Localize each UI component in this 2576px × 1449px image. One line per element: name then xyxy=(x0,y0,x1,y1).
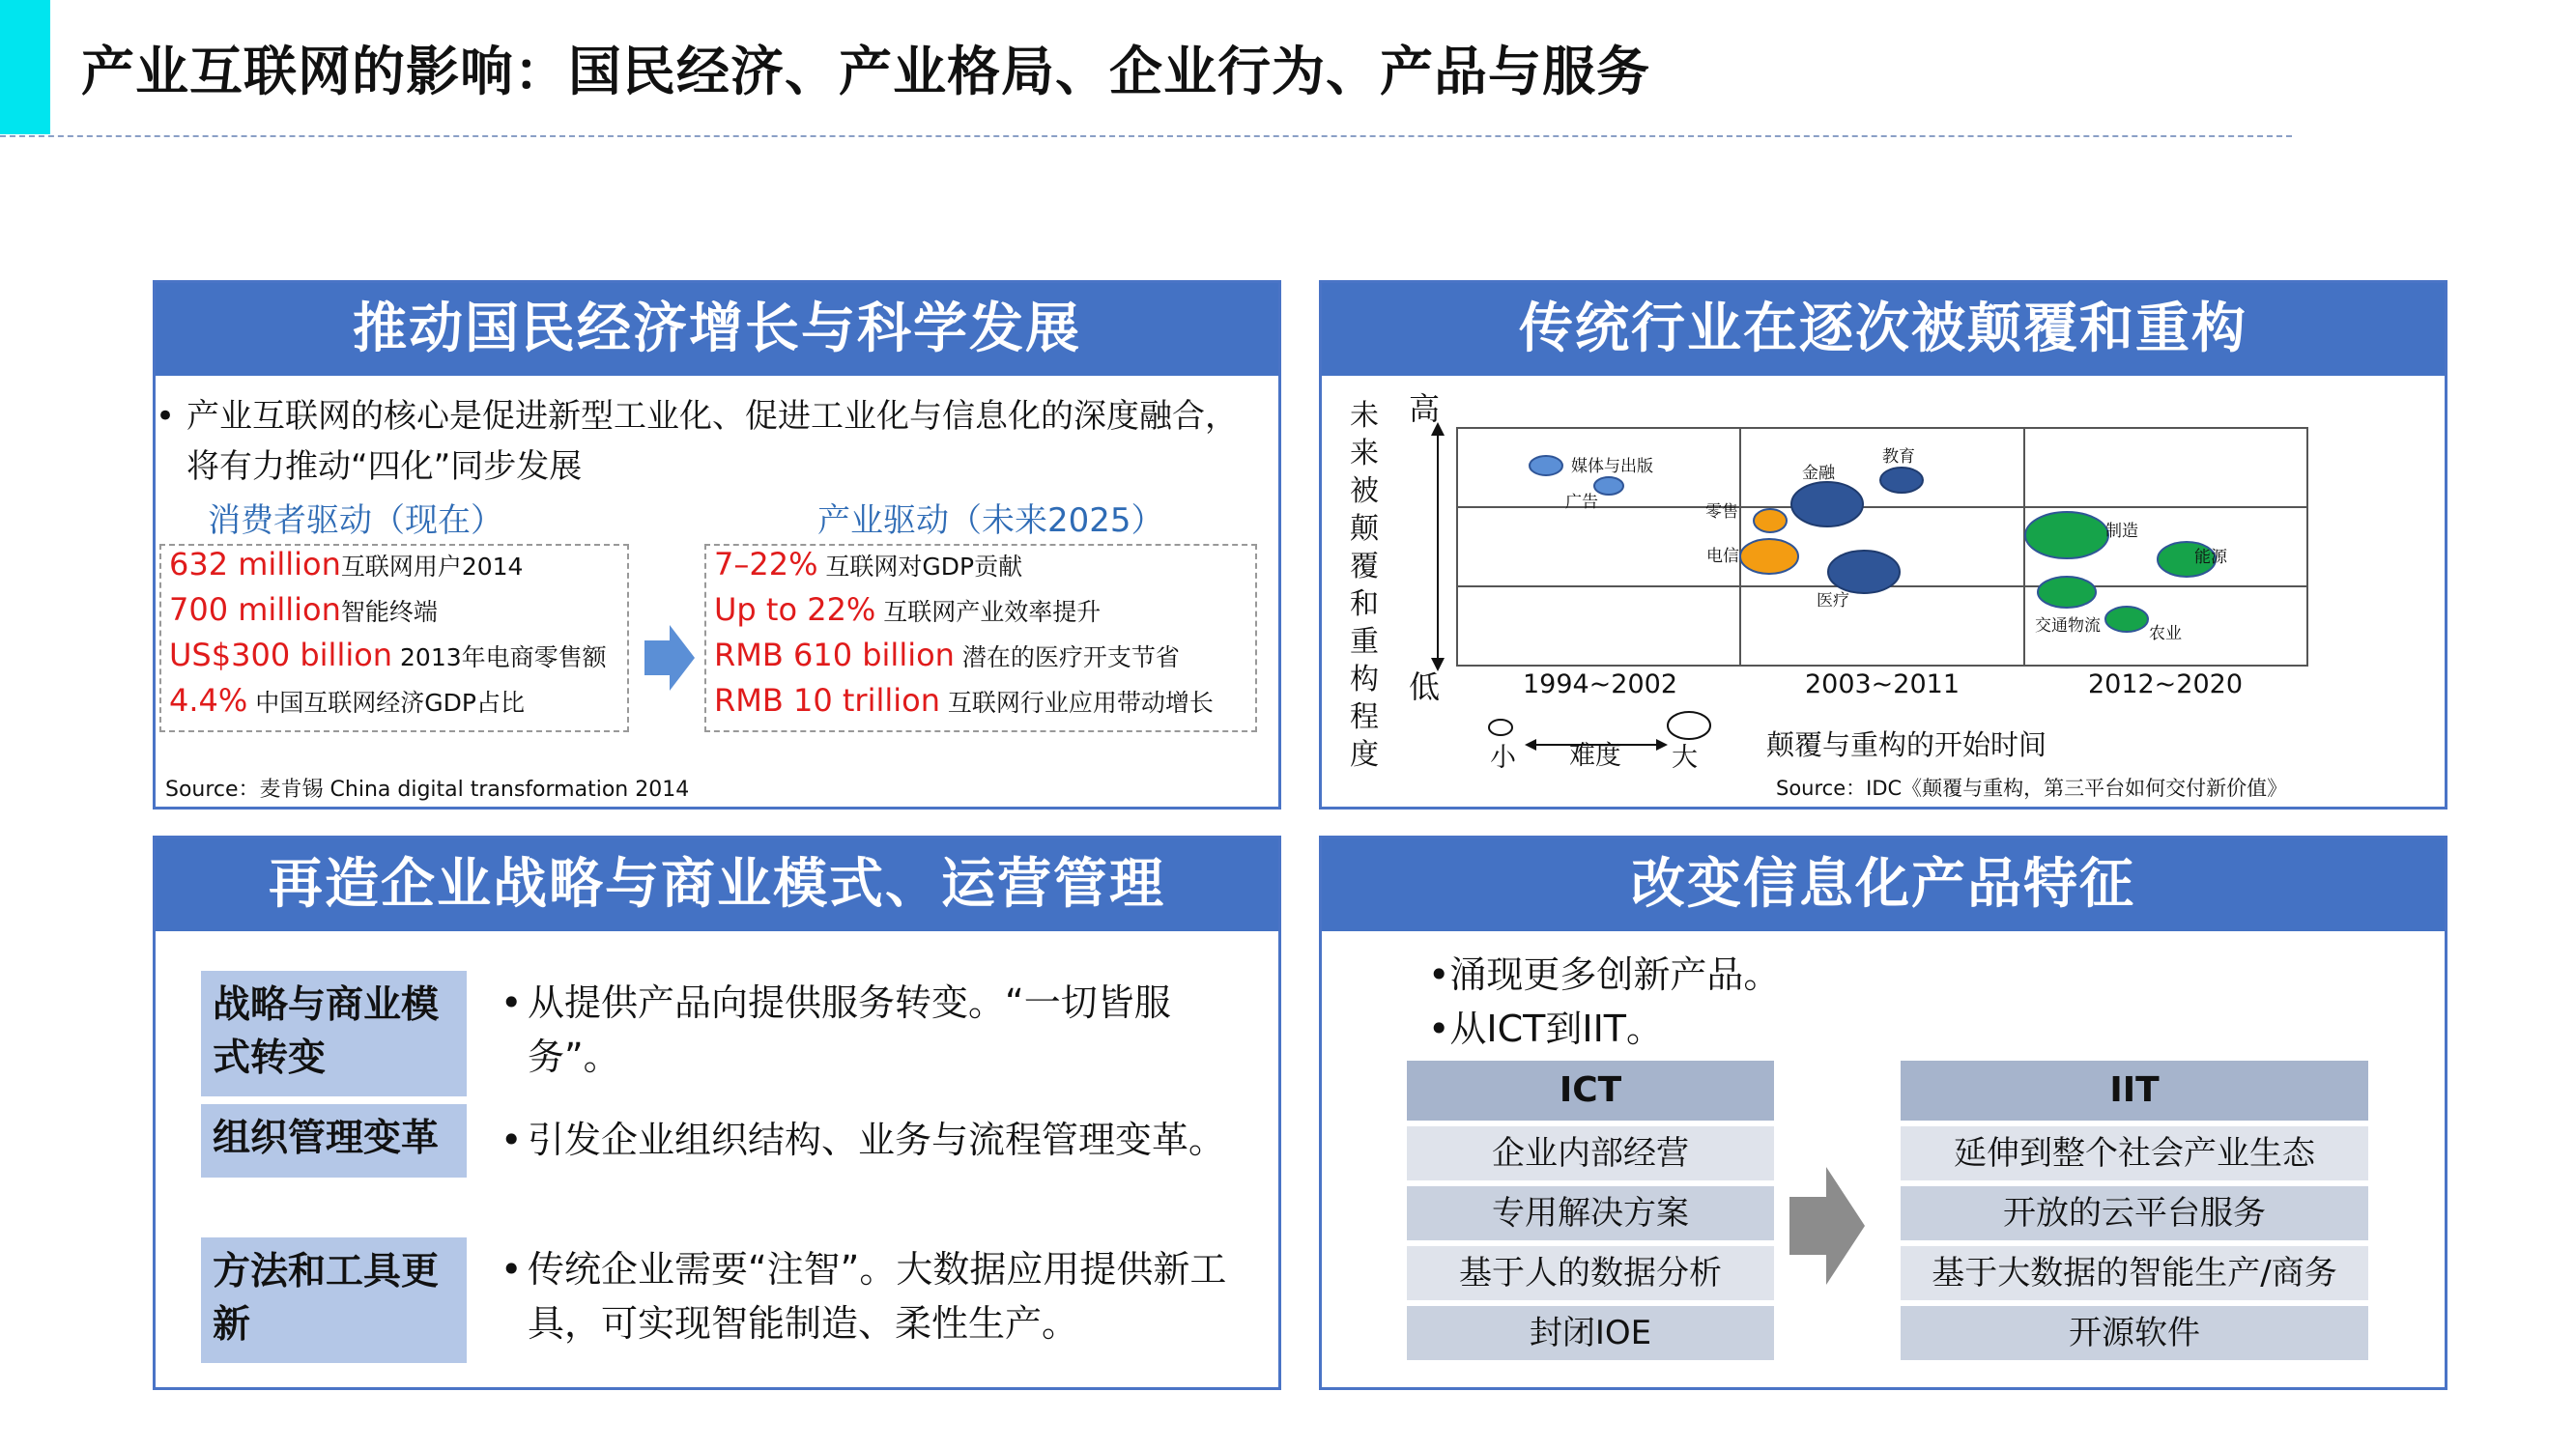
stat-value: 632 million xyxy=(169,546,341,582)
panel-economy-intro xyxy=(156,391,1249,492)
stat-desc: 互联网产业效率提升 xyxy=(875,598,1102,626)
bubble-advertising xyxy=(1594,477,1623,495)
bubble-healthcare xyxy=(1828,551,1900,593)
bubble-label: 电信 xyxy=(1706,547,1739,566)
stat-desc: 中国互联网经济GDP占比 xyxy=(247,689,525,717)
panel-industry-disruption-title: 传统行业在逐次被颠覆和重构 xyxy=(1322,283,2445,376)
intro-text: 产业互联网的核心是促进新型工业化、促进工业化与信息化的深度融合，将有力推动“四化”同步发展 xyxy=(186,397,1238,486)
item-text: 从提供产品向提供服务转变。“一切皆服务”。 xyxy=(528,981,1171,1078)
bullet-dot: • xyxy=(156,397,176,436)
y-axis-char: 覆 xyxy=(1350,550,1379,583)
panel-economy-source: Source：麦肯锡 China digital transformation 2014 xyxy=(165,778,690,802)
stat-item xyxy=(169,682,525,719)
size-legend-large-circle xyxy=(1668,712,1710,739)
bubble-manufacturing xyxy=(2025,512,2108,558)
size-legend-arrow-left-icon xyxy=(1525,739,1536,751)
tag-org-management: 组织管理变革 xyxy=(201,1104,467,1178)
iit-row: 开放的云平台服务 xyxy=(1901,1186,2368,1240)
ict-header: ICT xyxy=(1407,1061,1774,1121)
disruption-bubble-chart xyxy=(1322,376,2445,810)
bubble-label: 医疗 xyxy=(1817,591,1849,611)
item-org-text xyxy=(501,1113,1262,1167)
panel-industry-disruption xyxy=(1319,280,2447,810)
ict-row: 封闭IOE xyxy=(1407,1306,1774,1360)
bubble-label: 交通物流 xyxy=(2035,616,2101,636)
iit-row: 延伸到整个社会产业生态 xyxy=(1901,1126,2368,1180)
bubble-finance xyxy=(1791,482,1863,526)
consumer-stats-box xyxy=(159,544,629,732)
y-axis-char: 来 xyxy=(1350,437,1379,470)
bubble-logistics xyxy=(2038,577,2096,608)
stat-item xyxy=(714,546,1022,582)
y-axis-char: 程 xyxy=(1350,700,1379,734)
stat-value: 4.4% xyxy=(169,682,248,719)
stat-item xyxy=(169,637,607,673)
ict-row: 专用解决方案 xyxy=(1407,1186,1774,1240)
stat-item xyxy=(169,546,523,582)
bubble-media xyxy=(1530,456,1562,475)
bubble-agriculture xyxy=(2105,607,2148,632)
ict-row: 基于人的数据分析 xyxy=(1407,1246,1774,1300)
title-divider xyxy=(0,135,2292,137)
size-legend-small-circle xyxy=(1489,720,1512,735)
y-axis-char: 被 xyxy=(1350,474,1379,508)
panel-economy-growth-title: 推动国民经济增长与科学发展 xyxy=(156,283,1278,376)
size-small-label: 小 xyxy=(1490,743,1516,773)
tag-methods-tools: 方法和工具更新 xyxy=(201,1237,467,1363)
period-label: 1994~2002 xyxy=(1522,669,1678,699)
stat-item xyxy=(169,591,438,628)
ict-table xyxy=(1407,1061,1774,1360)
y-axis-char: 构 xyxy=(1350,663,1379,696)
item-methods-text xyxy=(501,1242,1254,1350)
bubble-education xyxy=(1880,468,1923,493)
product-bullet: •涌现更多创新产品。 xyxy=(1428,953,1781,996)
stat-desc: 智能终端 xyxy=(340,598,438,626)
stat-desc: 潜在的医疗开支节省 xyxy=(954,643,1180,671)
size-difficulty-label: 难度 xyxy=(1569,741,1621,771)
arrow-right-icon xyxy=(1788,1165,1867,1287)
stat-item xyxy=(714,591,1101,628)
stat-desc: 互联网用户2014 xyxy=(340,553,524,581)
stat-value: US$300 billion xyxy=(169,637,393,673)
y-axis-char: 度 xyxy=(1350,738,1379,772)
tag-strategy-business: 战略与商业模式转变 xyxy=(201,971,467,1096)
bullet-dot: • xyxy=(501,1248,523,1291)
product-bullets xyxy=(1428,948,1780,1056)
x-axis-title: 颠覆与重构的开始时间 xyxy=(1766,728,2047,761)
bubble-label: 媒体与出版 xyxy=(1571,457,1653,476)
stat-desc: 2013年电商零售额 xyxy=(392,643,607,671)
panel-disruption-source: Source：IDC《颠覆与重构，第三平台如何交付新价值》 xyxy=(1776,777,2288,800)
bubble-label: 零售 xyxy=(1705,502,1738,522)
period-label: 2003~2011 xyxy=(1804,669,1961,699)
consumer-driven-heading: 消费者驱动（现在） xyxy=(208,501,503,540)
page-title: 产业互联网的影响：国民经济、产业格局、企业行为、产品与服务 xyxy=(81,41,1651,102)
product-bullet: •从ICT到IIT。 xyxy=(1428,1008,1663,1050)
y-high-label: 高 xyxy=(1409,390,1441,427)
y-axis-char: 未 xyxy=(1350,399,1379,433)
industry-driven-heading: 产业驱动（未来2025） xyxy=(817,501,1164,540)
ict-row: 企业内部经营 xyxy=(1407,1126,1774,1180)
item-text: 引发企业组织结构、业务与流程管理变革。 xyxy=(528,1119,1226,1161)
y-axis-char: 和 xyxy=(1350,587,1379,621)
bubble-label: 广告 xyxy=(1565,493,1598,512)
item-strategy-text xyxy=(501,976,1233,1084)
stat-desc: 互联网行业应用带动增长 xyxy=(939,689,1214,717)
panel-enterprise-strategy-title: 再造企业战略与商业模式、运营管理 xyxy=(156,838,1278,931)
y-axis-char: 颠 xyxy=(1350,512,1379,546)
bubble-label: 能源 xyxy=(2194,548,2227,567)
arrow-right-icon xyxy=(643,623,697,693)
stat-value: RMB 610 billion xyxy=(714,637,955,673)
iit-table xyxy=(1901,1061,2368,1360)
bubble-label: 制造 xyxy=(2105,522,2138,541)
bubble-label: 金融 xyxy=(1802,464,1835,483)
stat-desc: 互联网对GDP贡献 xyxy=(817,553,1023,581)
period-label: 2012~2020 xyxy=(2087,669,2244,699)
bubble-label: 教育 xyxy=(1882,447,1915,467)
stat-value: RMB 10 trillion xyxy=(714,682,940,719)
panel-product-features-title: 改变信息化产品特征 xyxy=(1322,838,2445,931)
size-large-label: 大 xyxy=(1672,743,1698,773)
y-low-label: 低 xyxy=(1409,668,1441,705)
panel-product-features xyxy=(1319,836,2447,1390)
stat-value: 7–22% xyxy=(714,546,818,582)
industry-stats-box xyxy=(704,544,1257,732)
size-legend-arrow-right-icon xyxy=(1656,739,1668,751)
panel-economy-growth xyxy=(153,280,1281,810)
y-axis-char: 重 xyxy=(1350,625,1379,659)
item-text: 传统企业需要“注智”。大数据应用提供新工具，可实现智能制造、柔性生产。 xyxy=(528,1248,1227,1345)
bullet-dot: • xyxy=(501,1119,523,1161)
bubble-telecom xyxy=(1740,539,1798,574)
panel-enterprise-strategy xyxy=(153,836,1281,1390)
iit-header: IIT xyxy=(1901,1061,2368,1121)
iit-row: 开源软件 xyxy=(1901,1306,2368,1360)
bullet-dot: • xyxy=(501,981,523,1024)
iit-row: 基于大数据的智能生产/商务 xyxy=(1901,1246,2368,1300)
title-accent-bar xyxy=(0,0,50,134)
stat-item xyxy=(714,637,1180,673)
bubble-retail xyxy=(1754,509,1787,532)
stat-value: Up to 22% xyxy=(714,591,876,628)
stat-value: 700 million xyxy=(169,591,341,628)
stat-item xyxy=(714,682,1214,719)
bubble-label: 农业 xyxy=(2149,624,2182,643)
